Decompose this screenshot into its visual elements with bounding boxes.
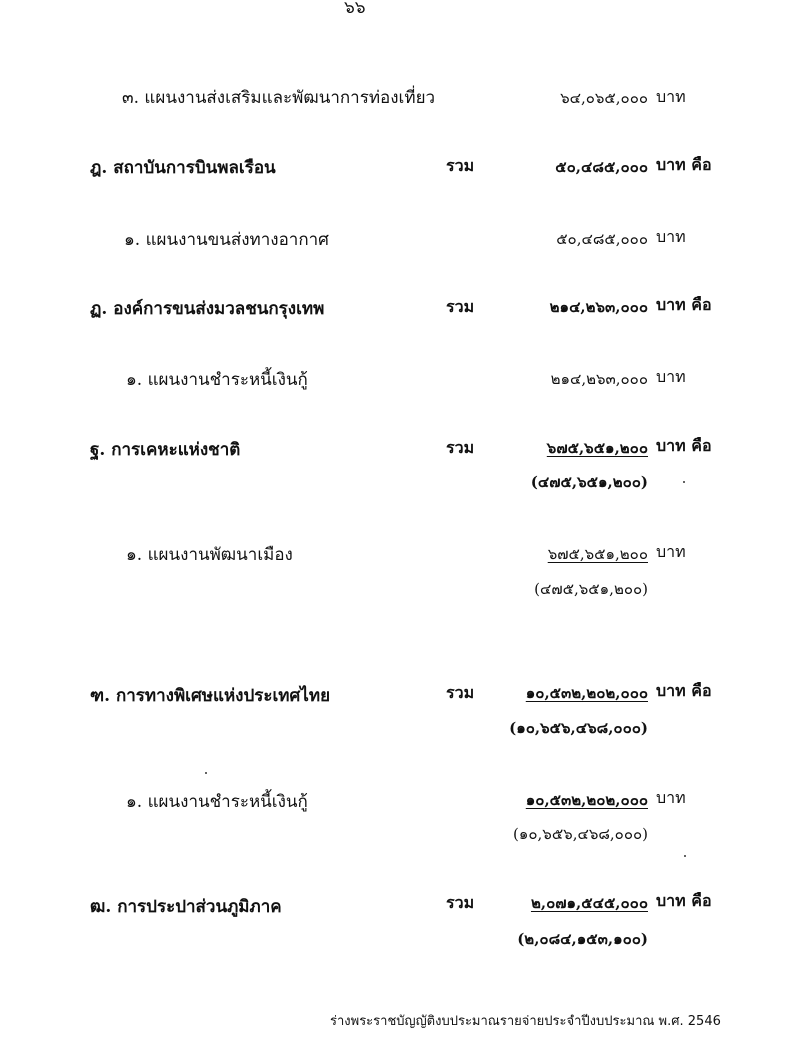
item-label: ๓. แผนงานส่งเสริมและพัฒนาการท่องเที่ยว <box>122 88 436 108</box>
agency-amount: ๒๑๔,๒๖๓,๐๐๐ <box>549 298 648 316</box>
sum-label: รวม <box>446 893 475 912</box>
page-number: ๖๖ <box>344 0 366 18</box>
agency-label: ฒ. การประปาส่วนภูมิภาค <box>90 897 282 917</box>
item-label: ๑. แผนงานชำระหนี้เงินกู้ <box>126 792 308 812</box>
previous-amount: (๑๐,๖๕๖,๔๖๘,๐๐๐) <box>509 719 648 737</box>
agency-label: ฏ. องค์การขนส่งมวลชนกรุงเทพ <box>90 299 325 319</box>
agency-amount: ๑๐,๕๓๒,๒๐๒,๐๐๐ <box>525 684 648 702</box>
item-label: ๑. แผนงานพัฒนาเมือง <box>126 545 293 565</box>
amount-unit: บาท <box>656 788 686 807</box>
item-amount: ๕๐,๔๘๕,๐๐๐ <box>556 230 648 248</box>
amount-unit-khue: บาท คือ <box>656 681 712 700</box>
agency-amount: ๖๗๕,๖๕๑,๒๐๐ <box>546 439 648 457</box>
item-amount: ๒๑๔,๒๖๓,๐๐๐ <box>550 370 648 388</box>
amount-unit: บาท <box>656 542 686 561</box>
previous-amount: (๑๐,๖๕๖,๔๖๘,๐๐๐) <box>513 825 648 843</box>
amount-unit: บาท <box>656 87 686 106</box>
item-amount: ๖๗๕,๖๕๑,๒๐๐ <box>547 545 648 563</box>
amount-unit: บาท <box>656 367 686 386</box>
page-footer: ร่างพระราชบัญญัติงบประมาณรายจ่ายประจำปีงบประมาณ พ.ศ. 2546 <box>330 1014 721 1029</box>
sum-label: รวม <box>446 438 475 457</box>
previous-amount: (๔๗๕,๖๕๑,๒๐๐) <box>534 580 648 598</box>
amount-unit-khue: บาท คือ <box>656 436 712 455</box>
agency-label: ฑ. การทางพิเศษแห่งประเทศไทย <box>90 686 331 706</box>
sum-label: รวม <box>446 297 475 316</box>
amount-unit-khue: บาท คือ <box>656 295 712 314</box>
scan-speck <box>205 772 207 774</box>
item-amount: ๑๐,๕๓๒,๒๐๒,๐๐๐ <box>525 791 648 809</box>
amount-unit-khue: บาท คือ <box>656 155 712 174</box>
item-label: ๑. แผนงานขนส่งทางอากาศ <box>124 230 329 250</box>
agency-amount: ๒,๐๗๑,๕๔๕,๐๐๐ <box>530 894 648 912</box>
amount-unit: บาท <box>656 227 686 246</box>
previous-amount: (๔๗๕,๖๕๑,๒๐๐) <box>530 473 648 491</box>
agency-amount: ๕๐,๔๘๕,๐๐๐ <box>555 158 648 176</box>
sum-label: รวม <box>446 683 475 702</box>
sum-label: รวม <box>446 156 475 175</box>
item-amount: ๖๔,๐๖๕,๐๐๐ <box>560 89 648 107</box>
agency-label: ฐ. การเคหะแห่งชาติ <box>90 440 241 460</box>
previous-amount: (๒,๐๘๔,๑๕๓,๑๐๐) <box>517 930 648 948</box>
agency-label: ฎ. สถาบันการบินพลเรือน <box>90 158 276 178</box>
item-label: ๑. แผนงานชำระหนี้เงินกู้ <box>126 370 308 390</box>
amount-unit-khue: บาท คือ <box>656 891 712 910</box>
scan-speck <box>684 855 686 857</box>
scan-speck <box>683 481 685 483</box>
